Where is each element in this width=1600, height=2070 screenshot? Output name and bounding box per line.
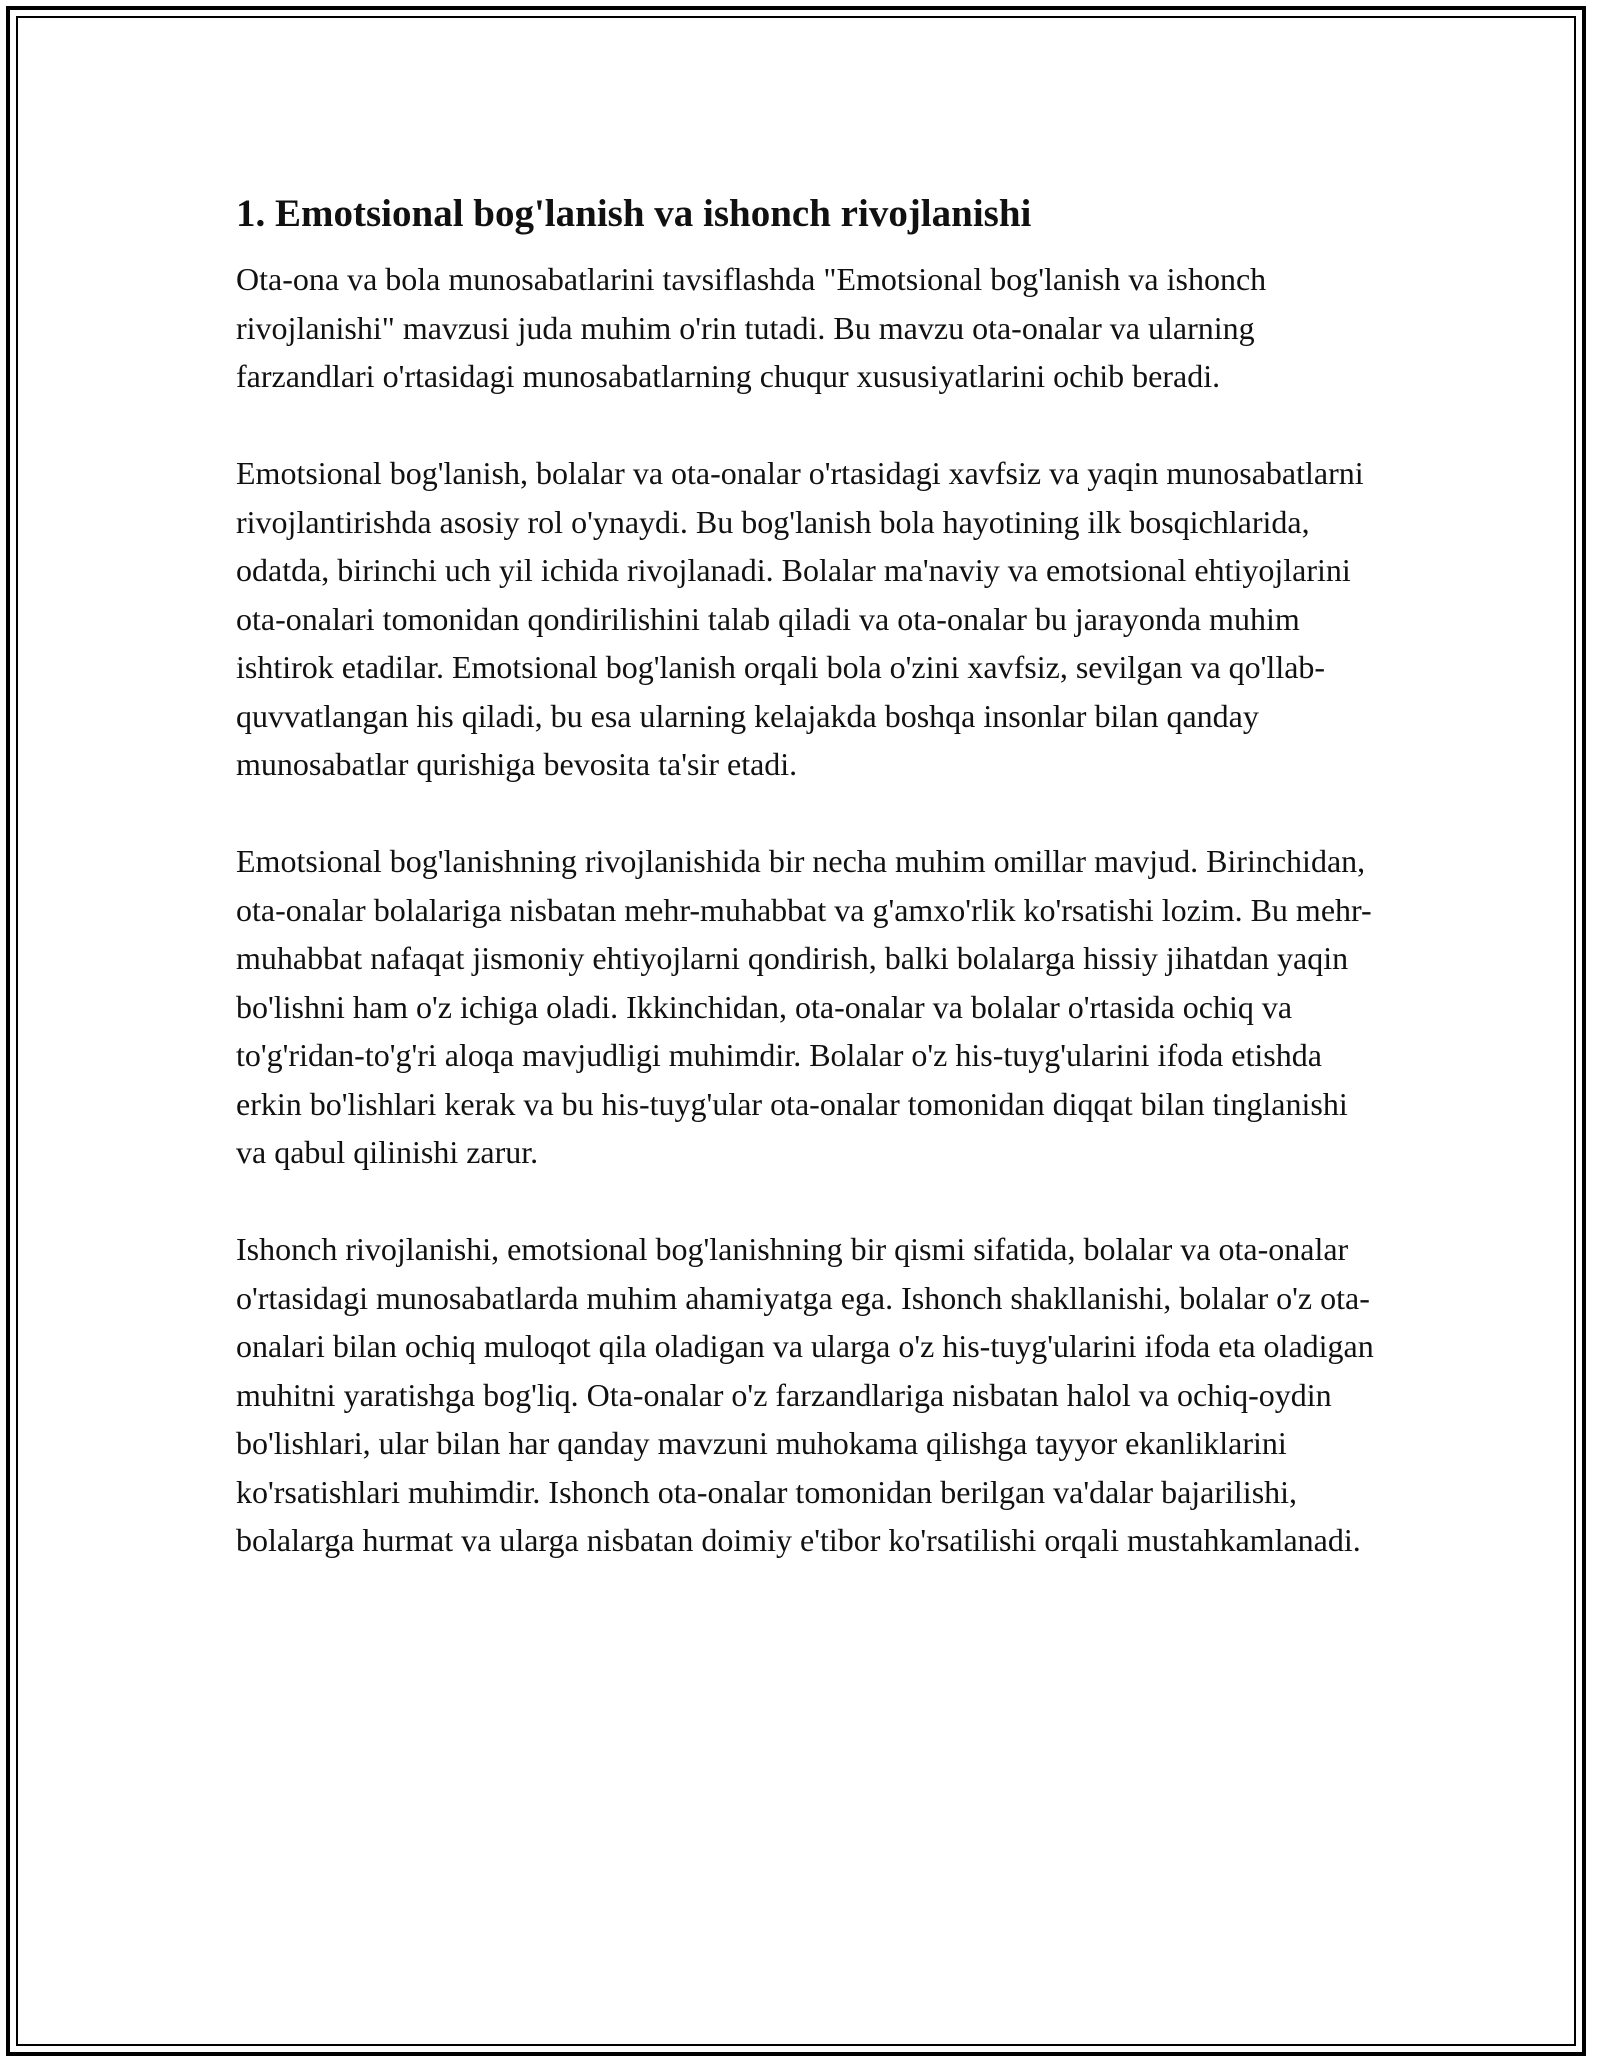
document-body <box>236 188 1376 1613</box>
paragraph-2: Emotsional bog'lanish, bolalar va ota-onalar o'rtasidagi xavfsiz va yaqin munosabatlarni rivojlantirishda asosiy rol o'ynaydi. Bu bog'lanish bola hayotining ilk bosqichlarida, odatda, birinchi uch yil ichida rivojlanadi. Bolalar ma'naviy va emotsional ehtiyojlarini ota-onalari tomonidan qondirilishini talab qiladi va ota-onalar bu jarayonda muhim ishtirok etadilar. Emotsional bog'lanish orqali bola o'zini xavfsiz, sevilgan va qo'llab-quvvatlangan his qiladi, bu esa ularning kelajakda boshqa insonlar bilan qanday munosabatlar qurishiga bevosita ta'sir etadi. <box>236 455 1364 782</box>
paragraph-1: Ota-ona va bola munosabatlarini tavsiflashda "Emotsional bog'lanish va ishonch rivojlanishi" mavzusi juda muhim o'rin tutadi. Bu mavzu ota-onalar va ularning farzandlari o'rtasidagi munosabatlarning chuqur xususiyatlarini ochib beradi. <box>236 261 1267 394</box>
paragraph-4: Ishonch rivojlanishi, emotsional bog'lanishning bir qismi sifatida, bolalar va ota-onalar o'rtasidagi munosabatlarda muhim ahamiyatga ega. Ishonch shakllanishi, bolalar o'z ota-onalari bilan ochiq muloqot qila oladigan va ularga o'z his-tuyg'ularini ifoda eta oladigan muhitni yaratishga bog'liq. Ota-onalar o'z farzandlariga nisbatan halol va ochiq-oydin bo'lishlari, ular bilan har qanday mavzuni muhokama qilishga tayyor ekanliklarini ko'rsatishlari muhimdir. Ishonch ota-onalar tomonidan berilgan va'dalar bajarilishi, bolalarga hurmat va ularga nisbatan doimiy e'tibor ko'rsatilishi orqali mustahkamlanadi. <box>236 1231 1374 1558</box>
section-heading: 1. Emotsional bog'lanish va ishonch rivojlanishi <box>236 192 1032 235</box>
paragraph-3: Emotsional bog'lanishning rivojlanishida bir necha muhim omillar mavjud. Birinchidan, ota-onalar bolalariga nisbatan mehr-muhabbat va g'amxo'rlik ko'rsatishi lozim. Bu mehr-muhabbat nafaqat jismoniy ehtiyojlarni qondirish, balki bolalarga hissiy jihatdan yaqin bo'lishni ham o'z ichiga oladi. Ikkinchidan, ota-onalar va bolalar o'rtasida ochiq va to'g'ridan-to'g'ri aloqa mavjudligi muhimdir. Bolalar o'z his-tuyg'ularini ifoda etishda erkin bo'lishlari kerak va bu his-tuyg'ular ota-onalar tomonidan diqqat bilan tinglanishi va qabul qilinishi zarur. <box>236 843 1372 1170</box>
